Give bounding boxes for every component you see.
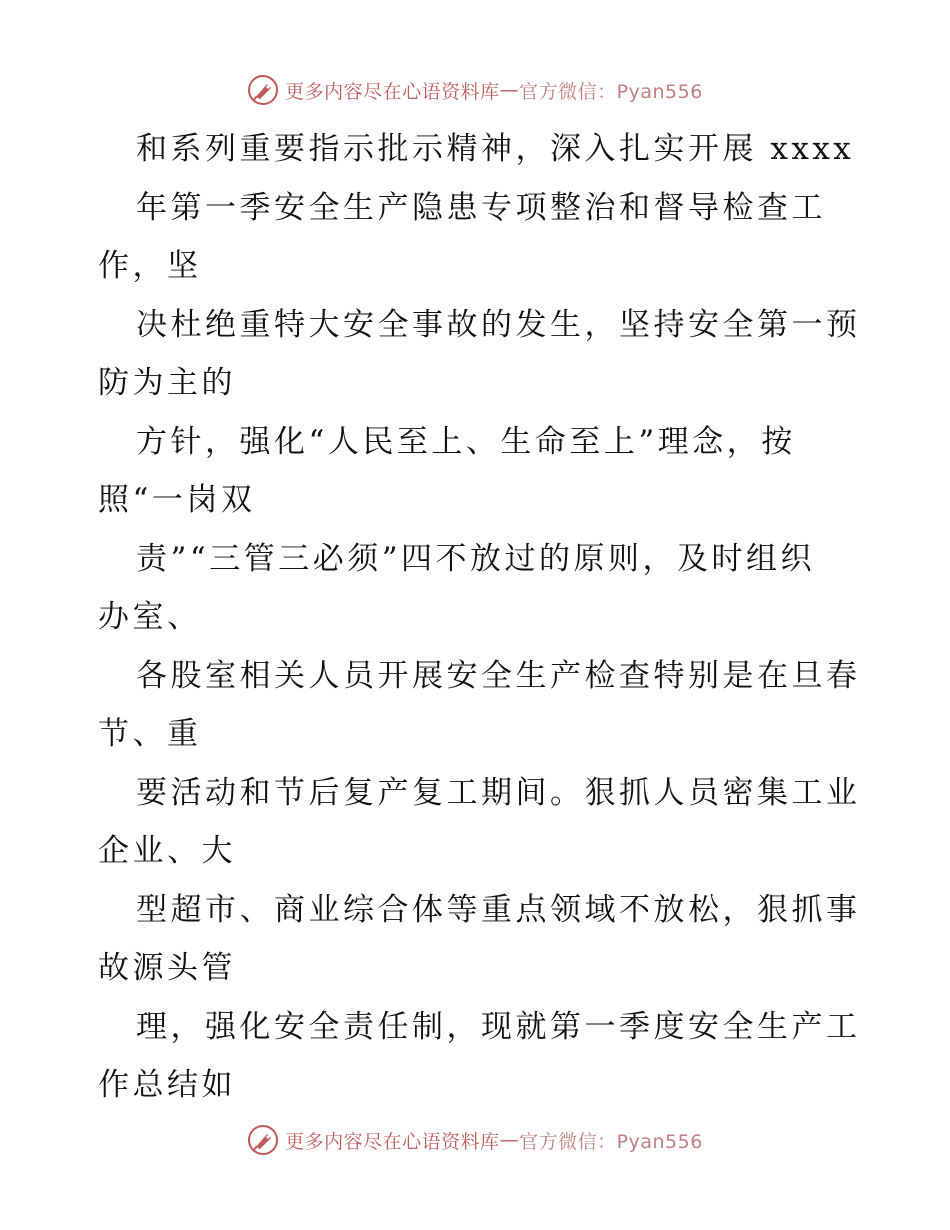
banner-text: 更多内容尽在心语资料库 xyxy=(285,1130,500,1153)
pen-nib-logo-icon xyxy=(247,1124,279,1156)
text-line: 责”“三管三必须”四不放过的原则，及时组织 xyxy=(136,540,816,577)
text-line: 决杜绝重特大安全事故的发生，坚持安全第一预 xyxy=(136,306,861,343)
text-line: 方针，强化“人民至上、生命至上”理念，按 xyxy=(136,423,796,460)
text-line: 节、重 xyxy=(98,716,202,752)
text-line: 防为主的 xyxy=(98,365,236,401)
banner-dash: — xyxy=(499,79,520,101)
text-line: 型超市、商业综合体等重点领域不放松，狠抓事 xyxy=(136,891,861,928)
text-line: 办室、 xyxy=(98,599,202,635)
text-line: 作总结如 xyxy=(98,1067,236,1103)
text-line: 年第一季安全生产隐患专项整治和督导检查工 xyxy=(136,189,826,226)
text-line: 和系列重要指示批示精神，深入扎实开展 xxxx xyxy=(136,131,855,167)
banner-text: 更多内容尽在心语资料库 xyxy=(285,80,500,103)
header-banner xyxy=(0,70,950,110)
banner-wechat: 官方微信：Pyan556 xyxy=(519,1130,703,1153)
banner-wechat: 官方微信：Pyan556 xyxy=(519,80,703,103)
text-line: 要活动和节后复产复工期间。狠抓人员密集工业 xyxy=(136,774,861,811)
body-text xyxy=(98,120,861,1115)
text-line: 作，坚 xyxy=(98,248,202,284)
text-line: 各股室相关人员开展安全生产检查特别是在旦春 xyxy=(136,657,861,694)
text-line: 理，强化安全责任制，现就第一季度安全生产工 xyxy=(136,1008,861,1045)
banner-dash: — xyxy=(499,1129,520,1151)
text-line: 故源头管 xyxy=(98,950,236,986)
text-line: 企业、大 xyxy=(98,833,236,869)
pen-nib-logo-icon xyxy=(247,74,279,106)
footer-banner xyxy=(0,1120,950,1160)
text-line: 照“一岗双 xyxy=(98,482,256,518)
